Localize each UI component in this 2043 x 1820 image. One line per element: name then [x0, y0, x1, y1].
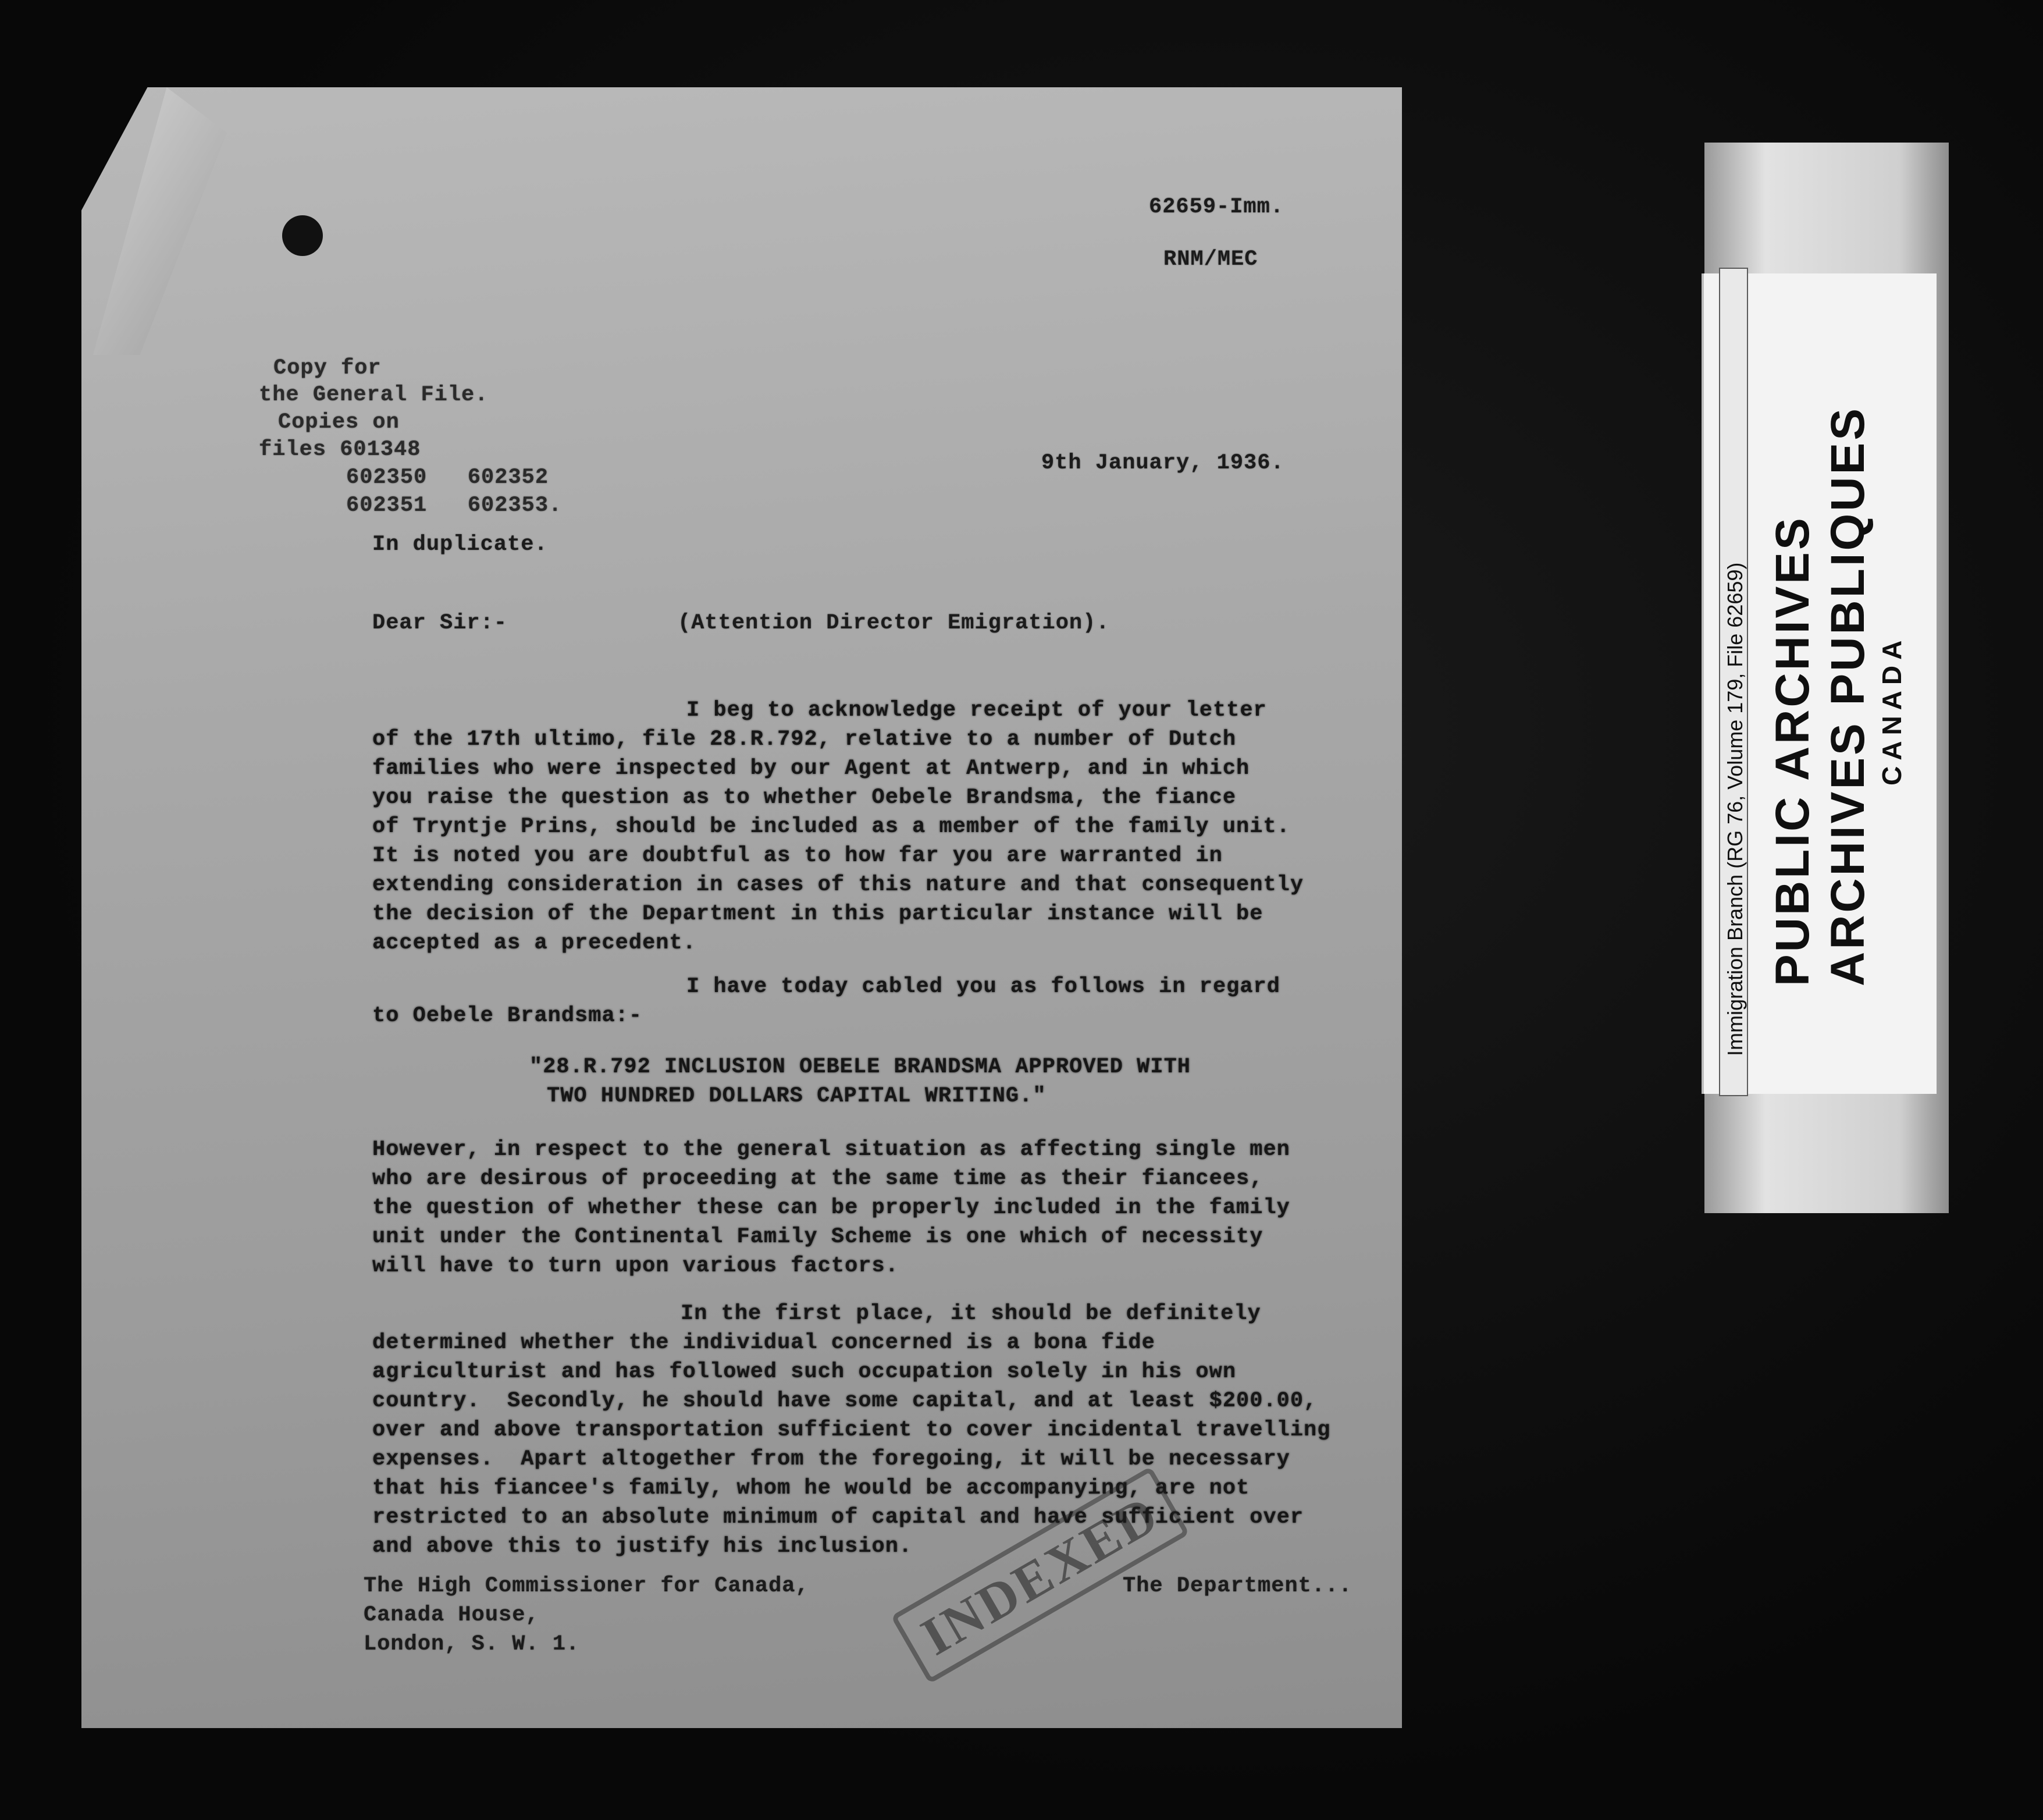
paragraph-line: unit under the Continental Family Scheme is one which of necessity	[372, 1225, 1263, 1249]
attention-line: (Attention Director Emigration).	[678, 611, 1110, 635]
copy-note-line: Copy for	[273, 356, 382, 381]
signoff: The Department...	[1123, 1574, 1352, 1598]
paragraph-line: determined whether the individual concerned is a bona fide	[372, 1331, 1155, 1355]
file-number: 62659-Imm.	[1149, 195, 1284, 219]
paragraph-line: to Oebele Brandsma:-	[372, 1004, 643, 1028]
paragraph-line: However, in respect to the general situation as affecting single men	[372, 1138, 1290, 1162]
indexed-stamp: INDEXED	[891, 1466, 1190, 1684]
paragraph-line: extending consideration in cases of this nature and that consequently	[372, 873, 1304, 897]
copy-note-line: files 601348	[259, 438, 421, 462]
paragraph-line: expenses. Apart altogether from the foregoing, it will be necessary	[372, 1447, 1290, 1471]
paragraph-line: the question of whether these can be properly included in the family	[372, 1196, 1290, 1220]
in-duplicate: In duplicate.	[372, 532, 548, 557]
paragraph-line: of the 17th ultimo, file 28.R.792, relative to a number of Dutch	[372, 727, 1237, 752]
paragraph-line: country. Secondly, he should have some capital, and at least $200.00,	[372, 1389, 1318, 1413]
addressee-line: The High Commissioner for Canada,	[364, 1574, 809, 1598]
salutation: Dear Sir:-	[372, 611, 508, 635]
paragraph-line: will have to turn upon various factors.	[372, 1254, 899, 1278]
paragraph-line: accepted as a precedent.	[372, 931, 696, 955]
paragraph-line: restricted to an absolute minimum of capital and have sufficient over	[372, 1505, 1304, 1530]
cable-text: "28.R.792 INCLUSION OEBELE BRANDSMA APPROVED WITH	[529, 1055, 1191, 1079]
paragraph-line: and above this to justify his inclusion.	[372, 1534, 913, 1559]
paragraph-line: I have today cabled you as follows in regard	[686, 975, 1280, 999]
archive-country: CANADA	[1877, 634, 1907, 785]
copy-note-line: Copies on	[278, 410, 400, 435]
paragraph-line: who are desirous of proceeding at the same time as their fiancees,	[372, 1167, 1263, 1191]
paragraph-line: that his fiancee's family, whom he would be accompanying, are not	[372, 1476, 1250, 1501]
letter-date: 9th January, 1936.	[1041, 451, 1284, 475]
copy-note-line: 602351 602353.	[346, 493, 563, 518]
paragraph-line: I beg to acknowledge receipt of your letter	[686, 698, 1267, 723]
paragraph-line: In the first place, it should be definitely	[681, 1302, 1261, 1326]
paragraph-line: over and above transportation sufficient to cover incidental travelling	[372, 1418, 1331, 1442]
paragraph-line: agriculturist and has followed such occupation solely in his own	[372, 1360, 1237, 1384]
archive-name-fr: ARCHIVES PUBLIQUES	[1821, 406, 1874, 986]
punch-hole	[282, 215, 323, 256]
paragraph-line: families who were inspected by our Agent at Antwerp, and in which	[372, 756, 1250, 781]
paragraph-line: you raise the question as to whether Oebele Brandsma, the fiance	[372, 785, 1237, 810]
copy-note-line: 602350 602352	[346, 465, 549, 490]
paragraph-line: It is noted you are doubtful as to how far you are warranted in	[372, 844, 1223, 868]
paragraph-line: of Tryntje Prins, should be included as a member of the family unit.	[372, 815, 1290, 839]
copy-note-line: the General File.	[259, 383, 489, 407]
paragraph-line: the decision of the Department in this particular instance will be	[372, 902, 1263, 926]
archive-name-en: PUBLIC ARCHIVES	[1766, 516, 1819, 986]
cable-text: TWO HUNDRED DOLLARS CAPITAL WRITING."	[547, 1084, 1047, 1108]
reference-initials: RNM/MEC	[1163, 247, 1258, 272]
addressee-line: Canada House,	[364, 1603, 539, 1627]
addressee-line: London, S. W. 1.	[364, 1632, 580, 1657]
archive-reference: Immigration Branch (RG 76, Volume 179, File 62659)	[1723, 562, 1747, 1056]
